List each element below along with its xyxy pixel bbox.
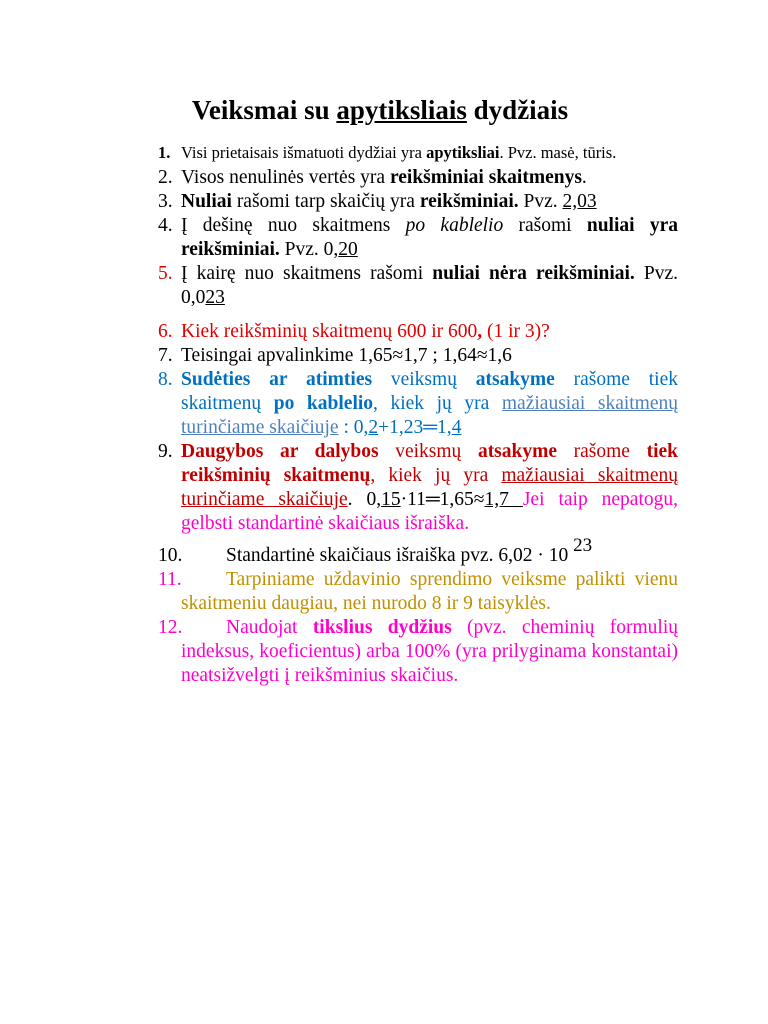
item-text: Nuliai rašomi tarp skaičių yra reikšminiai. Pvz. 2,03	[181, 191, 597, 212]
item-text: Teisingai apvalinkime 1,65≈1,7 ; 1,64≈1,6	[181, 345, 512, 366]
item-number: 3.	[158, 191, 173, 212]
rules-list	[158, 142, 678, 688]
list-item-10	[158, 535, 678, 568]
list-item-5	[158, 262, 678, 310]
list-item-4	[158, 214, 678, 262]
item-number: 10.	[158, 545, 183, 566]
item-text: 12. Naudojat tikslius dydžius (pvz. cheminių formulių indeksus, koeficientus) arba 100% (yra prilyginama konstantai) neatsižvelgti į reikšminius skaičius.	[158, 617, 679, 686]
item-number: 1.	[158, 143, 171, 162]
item-text: Visos nenulinės vertės yra reikšminiai skaitmenys.	[181, 167, 587, 188]
list-item-8	[158, 368, 678, 440]
item-number: 2.	[158, 167, 173, 188]
title-part-2: apytiksliais	[336, 95, 467, 125]
item-text: Daugybos ar dalybos veiksmų atsakyme rašome tiek reikšminių skaitmenų, kiek jų yra mažiausiai skaitmenų turinčiame skaičiuje. 0,15·11═1,65≈1,7 Jei taip nepatogu, gelbsti standartinė skaičiaus išraiška.	[181, 441, 678, 534]
item-text: Į kairę nuo skaitmens rašomi nuliai nėra reikšminiai. Pvz. 0,023	[181, 263, 679, 308]
list-item-11	[158, 568, 678, 616]
item-number: 5.	[158, 263, 173, 284]
item-text: Visi prietaisais išmatuoti dydžiai yra apytiksliai. Pvz. masė, tūris.	[181, 143, 617, 162]
item-number: 11.	[158, 569, 182, 590]
item-number: 8.	[158, 369, 173, 390]
list-item-6	[158, 320, 678, 344]
item-text: 11. Tarpiniame uždavinio sprendimo veiksme palikti vienu skaitmeniu daugiau, nei nurodo 8 ir 9 taisyklės.	[158, 569, 678, 614]
item-text: Sudėties ar atimties veiksmų atsakyme rašome tiek skaitmenų po kablelio, kiek jų yra mažiausiai skaitmenų turinčiame skaičiuje : 0,2+1,23═1,4	[181, 369, 679, 438]
list-item-9	[158, 440, 678, 536]
item-text: Kiek reikšminių skaitmenų 600 ir 600, (1 ir 3)?	[181, 321, 550, 342]
item-text: Į dešinę nuo skaitmens po kablelio rašomi nuliai yra reikšminiai. Pvz. 0,20	[181, 215, 678, 260]
page-title	[0, 92, 768, 128]
list-item-1	[158, 142, 678, 164]
item-number: 9.	[158, 441, 173, 462]
item-text: Standartinė skaičiaus išraiška pvz. 6,02 · 10 23	[226, 535, 593, 566]
item-number: 7.	[158, 345, 173, 366]
item-number: 4.	[158, 215, 173, 236]
list-item-3	[158, 190, 678, 214]
title-part-3: dydžiais	[466, 95, 569, 125]
list-item-2	[158, 166, 678, 190]
list-item-12	[158, 616, 678, 688]
list-item-7	[158, 344, 678, 368]
title-part-1: Veiksmai su	[191, 95, 337, 125]
item-number: 6.	[158, 321, 173, 342]
item-number: 12.	[158, 617, 183, 638]
